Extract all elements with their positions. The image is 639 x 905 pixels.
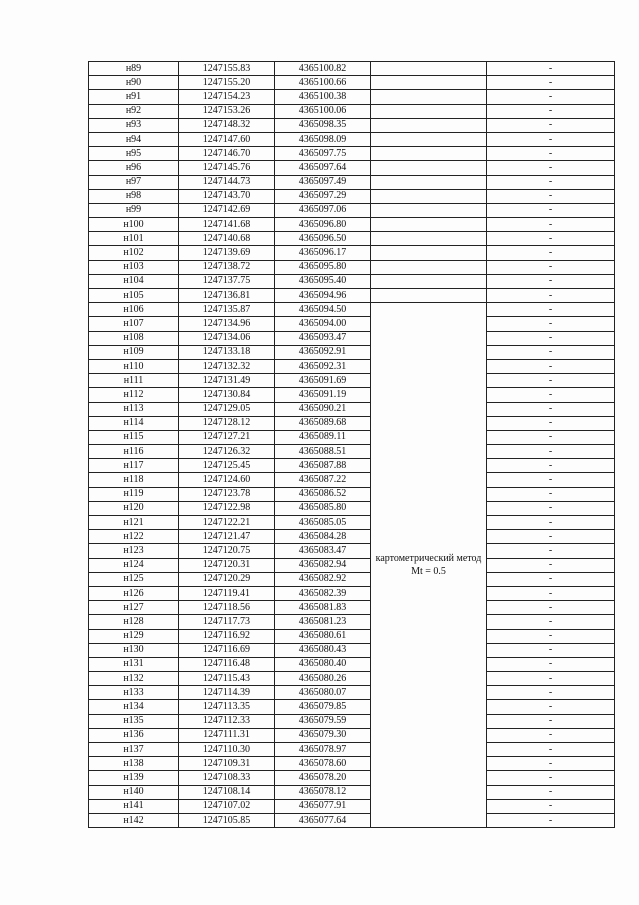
x-coordinate-cell: 1247111.31: [179, 728, 275, 742]
table-row: [89, 345, 615, 359]
y-coordinate-cell: 4365078.20: [275, 771, 371, 785]
note-cell: -: [487, 118, 615, 132]
note-cell: -: [487, 459, 615, 473]
x-coordinate-cell: 1247127.21: [179, 430, 275, 444]
point-name-cell: н106: [89, 303, 179, 317]
note-cell: -: [487, 799, 615, 813]
y-coordinate-cell: 4365100.38: [275, 90, 371, 104]
y-coordinate-cell: 4365082.94: [275, 558, 371, 572]
point-name-cell: н120: [89, 501, 179, 515]
table-row: [89, 501, 615, 515]
note-cell: -: [487, 388, 615, 402]
table-row: [89, 90, 615, 104]
y-coordinate-cell: 4365090.21: [275, 402, 371, 416]
x-coordinate-cell: 1247119.41: [179, 586, 275, 600]
point-name-cell: н142: [89, 813, 179, 827]
point-name-cell: н140: [89, 785, 179, 799]
y-coordinate-cell: 4365082.39: [275, 586, 371, 600]
y-coordinate-cell: 4365091.69: [275, 374, 371, 388]
point-name-cell: н139: [89, 771, 179, 785]
y-coordinate-cell: 4365083.47: [275, 544, 371, 558]
x-coordinate-cell: 1247126.32: [179, 445, 275, 459]
note-cell: -: [487, 487, 615, 501]
point-name-cell: н119: [89, 487, 179, 501]
note-cell: -: [487, 714, 615, 728]
table-row: [89, 473, 615, 487]
table-row: [89, 303, 615, 317]
point-name-cell: н125: [89, 572, 179, 586]
x-coordinate-cell: 1247136.81: [179, 289, 275, 303]
table-row: [89, 317, 615, 331]
x-coordinate-cell: 1247108.14: [179, 785, 275, 799]
x-coordinate-cell: 1247153.26: [179, 104, 275, 118]
point-name-cell: н136: [89, 728, 179, 742]
table-row: [89, 218, 615, 232]
method-cell-empty: [371, 161, 487, 175]
point-name-cell: н94: [89, 132, 179, 146]
method-cell-empty: [371, 132, 487, 146]
note-cell: -: [487, 189, 615, 203]
point-name-cell: н131: [89, 657, 179, 671]
y-coordinate-cell: 4365094.50: [275, 303, 371, 317]
x-coordinate-cell: 1247148.32: [179, 118, 275, 132]
table-row: [89, 430, 615, 444]
x-coordinate-cell: 1247122.21: [179, 516, 275, 530]
point-name-cell: н100: [89, 218, 179, 232]
x-coordinate-cell: 1247109.31: [179, 757, 275, 771]
x-coordinate-cell: 1247142.69: [179, 203, 275, 217]
table-row: [89, 700, 615, 714]
point-name-cell: н133: [89, 686, 179, 700]
point-name-cell: н121: [89, 516, 179, 530]
table-row: [89, 175, 615, 189]
x-coordinate-cell: 1247147.60: [179, 132, 275, 146]
note-cell: -: [487, 728, 615, 742]
note-cell: -: [487, 700, 615, 714]
point-name-cell: н126: [89, 586, 179, 600]
y-coordinate-cell: 4365095.80: [275, 260, 371, 274]
table-row: [89, 530, 615, 544]
table-row: [89, 785, 615, 799]
table-row: [89, 260, 615, 274]
y-coordinate-cell: 4365100.06: [275, 104, 371, 118]
note-cell: -: [487, 62, 615, 76]
point-name-cell: н107: [89, 317, 179, 331]
table-row: [89, 274, 615, 288]
method-cell-empty: [371, 76, 487, 90]
point-name-cell: н93: [89, 118, 179, 132]
point-name-cell: н128: [89, 615, 179, 629]
y-coordinate-cell: 4365087.22: [275, 473, 371, 487]
note-cell: -: [487, 501, 615, 515]
note-cell: -: [487, 289, 615, 303]
y-coordinate-cell: 4365077.64: [275, 813, 371, 827]
note-cell: -: [487, 516, 615, 530]
y-coordinate-cell: 4365078.97: [275, 743, 371, 757]
y-coordinate-cell: 4365092.91: [275, 345, 371, 359]
x-coordinate-cell: 1247131.49: [179, 374, 275, 388]
x-coordinate-cell: 1247137.75: [179, 274, 275, 288]
y-coordinate-cell: 4365087.88: [275, 459, 371, 473]
note-cell: -: [487, 331, 615, 345]
table-row: [89, 246, 615, 260]
note-cell: -: [487, 374, 615, 388]
note-cell: -: [487, 303, 615, 317]
table-row: [89, 331, 615, 345]
note-cell: -: [487, 657, 615, 671]
note-cell: -: [487, 76, 615, 90]
x-coordinate-cell: 1247121.47: [179, 530, 275, 544]
table-row: [89, 728, 615, 742]
note-cell: -: [487, 402, 615, 416]
y-coordinate-cell: 4365097.29: [275, 189, 371, 203]
coordinates-table-body: [89, 62, 615, 828]
note-cell: -: [487, 147, 615, 161]
table-row: [89, 161, 615, 175]
y-coordinate-cell: 4365088.51: [275, 445, 371, 459]
x-coordinate-cell: 1247146.70: [179, 147, 275, 161]
table-row: [89, 757, 615, 771]
x-coordinate-cell: 1247133.18: [179, 345, 275, 359]
point-name-cell: н104: [89, 274, 179, 288]
y-coordinate-cell: 4365092.31: [275, 359, 371, 373]
point-name-cell: н96: [89, 161, 179, 175]
note-cell: -: [487, 615, 615, 629]
x-coordinate-cell: 1247116.92: [179, 629, 275, 643]
table-row: [89, 771, 615, 785]
x-coordinate-cell: 1247122.98: [179, 501, 275, 515]
table-row: [89, 189, 615, 203]
table-row: [89, 445, 615, 459]
x-coordinate-cell: 1247108.33: [179, 771, 275, 785]
y-coordinate-cell: 4365077.91: [275, 799, 371, 813]
note-cell: -: [487, 175, 615, 189]
table-row: [89, 743, 615, 757]
y-coordinate-cell: 4365080.26: [275, 672, 371, 686]
point-name-cell: н118: [89, 473, 179, 487]
y-coordinate-cell: 4365089.11: [275, 430, 371, 444]
y-coordinate-cell: 4365100.66: [275, 76, 371, 90]
x-coordinate-cell: 1247107.02: [179, 799, 275, 813]
table-row: [89, 672, 615, 686]
note-cell: -: [487, 317, 615, 331]
table-row: [89, 799, 615, 813]
table-row: [89, 558, 615, 572]
note-cell: -: [487, 246, 615, 260]
table-row: [89, 416, 615, 430]
method-cell-empty: [371, 218, 487, 232]
table-row: [89, 289, 615, 303]
note-cell: -: [487, 785, 615, 799]
table-row: [89, 657, 615, 671]
point-name-cell: н111: [89, 374, 179, 388]
table-row: [89, 601, 615, 615]
y-coordinate-cell: 4365100.82: [275, 62, 371, 76]
point-name-cell: н137: [89, 743, 179, 757]
note-cell: -: [487, 203, 615, 217]
y-coordinate-cell: 4365085.80: [275, 501, 371, 515]
y-coordinate-cell: 4365084.28: [275, 530, 371, 544]
table-row: [89, 459, 615, 473]
point-name-cell: н109: [89, 345, 179, 359]
note-cell: -: [487, 771, 615, 785]
note-cell: -: [487, 90, 615, 104]
table-row: [89, 487, 615, 501]
table-row: [89, 104, 615, 118]
x-coordinate-cell: 1247144.73: [179, 175, 275, 189]
table-row: [89, 76, 615, 90]
point-name-cell: н115: [89, 430, 179, 444]
x-coordinate-cell: 1247129.05: [179, 402, 275, 416]
x-coordinate-cell: 1247113.35: [179, 700, 275, 714]
y-coordinate-cell: 4365089.68: [275, 416, 371, 430]
point-name-cell: н103: [89, 260, 179, 274]
table-row: [89, 629, 615, 643]
y-coordinate-cell: 4365085.05: [275, 516, 371, 530]
point-name-cell: н127: [89, 601, 179, 615]
x-coordinate-cell: 1247123.78: [179, 487, 275, 501]
y-coordinate-cell: 4365096.17: [275, 246, 371, 260]
x-coordinate-cell: 1247130.84: [179, 388, 275, 402]
point-name-cell: н92: [89, 104, 179, 118]
table-row: [89, 714, 615, 728]
method-cell: картометрический метод Mt = 0.5: [371, 303, 487, 828]
point-name-cell: н122: [89, 530, 179, 544]
note-cell: -: [487, 544, 615, 558]
y-coordinate-cell: 4365078.12: [275, 785, 371, 799]
note-cell: -: [487, 218, 615, 232]
method-cell-empty: [371, 232, 487, 246]
x-coordinate-cell: 1247124.60: [179, 473, 275, 487]
x-coordinate-cell: 1247134.06: [179, 331, 275, 345]
method-cell-empty: [371, 147, 487, 161]
x-coordinate-cell: 1247105.85: [179, 813, 275, 827]
table-row: [89, 359, 615, 373]
y-coordinate-cell: 4365079.30: [275, 728, 371, 742]
table-row: [89, 516, 615, 530]
point-name-cell: н102: [89, 246, 179, 260]
method-cell-empty: [371, 62, 487, 76]
x-coordinate-cell: 1247120.75: [179, 544, 275, 558]
note-cell: -: [487, 530, 615, 544]
x-coordinate-cell: 1247138.72: [179, 260, 275, 274]
point-name-cell: н130: [89, 643, 179, 657]
x-coordinate-cell: 1247139.69: [179, 246, 275, 260]
y-coordinate-cell: 4365079.59: [275, 714, 371, 728]
note-cell: -: [487, 104, 615, 118]
point-name-cell: н117: [89, 459, 179, 473]
point-name-cell: н141: [89, 799, 179, 813]
table-row: [89, 62, 615, 76]
x-coordinate-cell: 1247120.29: [179, 572, 275, 586]
method-cell-empty: [371, 260, 487, 274]
table-row: [89, 118, 615, 132]
point-name-cell: н89: [89, 62, 179, 76]
note-cell: -: [487, 643, 615, 657]
point-name-cell: н116: [89, 445, 179, 459]
table-row: [89, 374, 615, 388]
note-cell: -: [487, 232, 615, 246]
note-cell: -: [487, 686, 615, 700]
x-coordinate-cell: 1247117.73: [179, 615, 275, 629]
method-cell-empty: [371, 203, 487, 217]
method-cell-empty: [371, 246, 487, 260]
y-coordinate-cell: 4365080.40: [275, 657, 371, 671]
y-coordinate-cell: 4365081.83: [275, 601, 371, 615]
table-row: [89, 686, 615, 700]
note-cell: -: [487, 757, 615, 771]
x-coordinate-cell: 1247155.83: [179, 62, 275, 76]
method-cell-empty: [371, 90, 487, 104]
table-row: [89, 203, 615, 217]
table-row: [89, 147, 615, 161]
y-coordinate-cell: 4365086.52: [275, 487, 371, 501]
coordinates-table: [88, 61, 615, 828]
x-coordinate-cell: 1247140.68: [179, 232, 275, 246]
table-row: [89, 132, 615, 146]
point-name-cell: н134: [89, 700, 179, 714]
note-cell: -: [487, 430, 615, 444]
point-name-cell: н129: [89, 629, 179, 643]
y-coordinate-cell: 4365097.49: [275, 175, 371, 189]
method-cell-empty: [371, 118, 487, 132]
y-coordinate-cell: 4365097.64: [275, 161, 371, 175]
table-row: [89, 586, 615, 600]
note-cell: -: [487, 629, 615, 643]
y-coordinate-cell: 4365096.50: [275, 232, 371, 246]
note-cell: -: [487, 743, 615, 757]
note-cell: -: [487, 359, 615, 373]
note-cell: -: [487, 161, 615, 175]
table-row: [89, 813, 615, 827]
point-name-cell: н108: [89, 331, 179, 345]
note-cell: -: [487, 672, 615, 686]
point-name-cell: н113: [89, 402, 179, 416]
y-coordinate-cell: 4365080.07: [275, 686, 371, 700]
method-cell-empty: [371, 175, 487, 189]
y-coordinate-cell: 4365097.06: [275, 203, 371, 217]
y-coordinate-cell: 4365080.43: [275, 643, 371, 657]
x-coordinate-cell: 1247116.69: [179, 643, 275, 657]
note-cell: -: [487, 132, 615, 146]
y-coordinate-cell: 4365098.35: [275, 118, 371, 132]
y-coordinate-cell: 4365095.40: [275, 274, 371, 288]
note-cell: -: [487, 445, 615, 459]
point-name-cell: н124: [89, 558, 179, 572]
table-row: [89, 544, 615, 558]
point-name-cell: н90: [89, 76, 179, 90]
note-cell: -: [487, 586, 615, 600]
x-coordinate-cell: 1247155.20: [179, 76, 275, 90]
x-coordinate-cell: 1247114.39: [179, 686, 275, 700]
method-cell-empty: [371, 104, 487, 118]
point-name-cell: н135: [89, 714, 179, 728]
x-coordinate-cell: 1247128.12: [179, 416, 275, 430]
note-cell: -: [487, 345, 615, 359]
note-cell: -: [487, 260, 615, 274]
point-name-cell: н138: [89, 757, 179, 771]
x-coordinate-cell: 1247112.33: [179, 714, 275, 728]
method-cell-empty: [371, 274, 487, 288]
x-coordinate-cell: 1247115.43: [179, 672, 275, 686]
point-name-cell: н132: [89, 672, 179, 686]
point-name-cell: н110: [89, 359, 179, 373]
point-name-cell: н105: [89, 289, 179, 303]
point-name-cell: н91: [89, 90, 179, 104]
method-cell-empty: [371, 289, 487, 303]
method-cell-empty: [371, 189, 487, 203]
point-name-cell: н101: [89, 232, 179, 246]
table-row: [89, 643, 615, 657]
point-name-cell: н123: [89, 544, 179, 558]
note-cell: -: [487, 572, 615, 586]
x-coordinate-cell: 1247143.70: [179, 189, 275, 203]
y-coordinate-cell: 4365080.61: [275, 629, 371, 643]
note-cell: -: [487, 473, 615, 487]
x-coordinate-cell: 1247118.56: [179, 601, 275, 615]
y-coordinate-cell: 4365082.92: [275, 572, 371, 586]
y-coordinate-cell: 4365079.85: [275, 700, 371, 714]
note-cell: -: [487, 601, 615, 615]
x-coordinate-cell: 1247125.45: [179, 459, 275, 473]
x-coordinate-cell: 1247135.87: [179, 303, 275, 317]
x-coordinate-cell: 1247110.30: [179, 743, 275, 757]
x-coordinate-cell: 1247141.68: [179, 218, 275, 232]
y-coordinate-cell: 4365078.60: [275, 757, 371, 771]
point-name-cell: н112: [89, 388, 179, 402]
y-coordinate-cell: 4365081.23: [275, 615, 371, 629]
table-row: [89, 572, 615, 586]
y-coordinate-cell: 4365098.09: [275, 132, 371, 146]
note-cell: -: [487, 274, 615, 288]
x-coordinate-cell: 1247145.76: [179, 161, 275, 175]
x-coordinate-cell: 1247134.96: [179, 317, 275, 331]
y-coordinate-cell: 4365096.80: [275, 218, 371, 232]
note-cell: -: [487, 813, 615, 827]
point-name-cell: н99: [89, 203, 179, 217]
y-coordinate-cell: 4365097.75: [275, 147, 371, 161]
y-coordinate-cell: 4365094.96: [275, 289, 371, 303]
table-row: [89, 615, 615, 629]
y-coordinate-cell: 4365094.00: [275, 317, 371, 331]
table-row: [89, 388, 615, 402]
note-cell: -: [487, 416, 615, 430]
x-coordinate-cell: 1247154.23: [179, 90, 275, 104]
point-name-cell: н97: [89, 175, 179, 189]
y-coordinate-cell: 4365093.47: [275, 331, 371, 345]
note-cell: -: [487, 558, 615, 572]
table-row: [89, 232, 615, 246]
point-name-cell: н114: [89, 416, 179, 430]
x-coordinate-cell: 1247132.32: [179, 359, 275, 373]
point-name-cell: н98: [89, 189, 179, 203]
table-row: [89, 402, 615, 416]
x-coordinate-cell: 1247120.31: [179, 558, 275, 572]
point-name-cell: н95: [89, 147, 179, 161]
x-coordinate-cell: 1247116.48: [179, 657, 275, 671]
y-coordinate-cell: 4365091.19: [275, 388, 371, 402]
